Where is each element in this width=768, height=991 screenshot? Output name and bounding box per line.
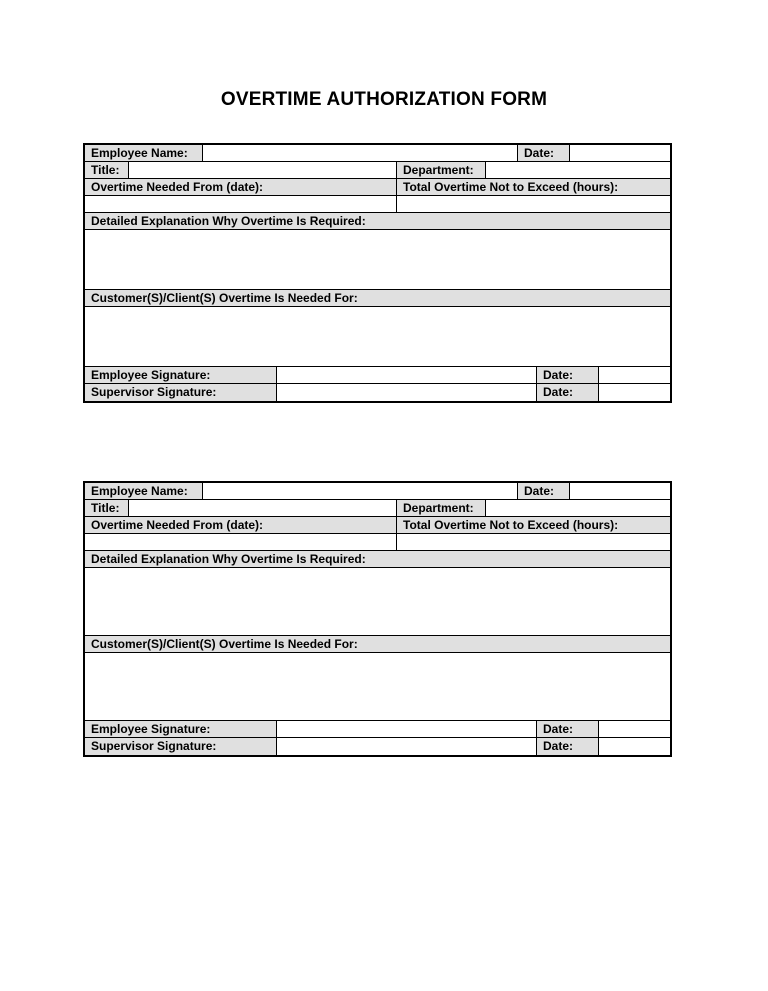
title-row	[85, 162, 670, 179]
supervisor-signature-date-field[interactable]	[599, 738, 670, 755]
supervisor-signature-date-field[interactable]	[599, 384, 670, 401]
customers-header-row	[85, 636, 670, 653]
department-label: Department:	[397, 162, 486, 178]
supervisor-signature-label: Supervisor Signature:	[85, 384, 277, 401]
overtime-header-row	[85, 517, 670, 534]
explanation-area[interactable]	[85, 568, 670, 636]
date-field[interactable]	[570, 145, 670, 161]
department-label: Department:	[397, 500, 486, 516]
employee-name-field[interactable]	[203, 145, 518, 161]
employee-signature-date-field[interactable]	[599, 721, 670, 737]
employee-signature-row	[85, 721, 670, 738]
overtime-header-row	[85, 179, 670, 196]
department-field[interactable]	[486, 500, 670, 516]
employee-signature-field[interactable]	[277, 721, 537, 737]
employee-name-label: Employee Name:	[85, 483, 203, 499]
title-label: Title:	[85, 500, 129, 516]
explanation-label: Detailed Explanation Why Overtime Is Required:	[85, 551, 670, 567]
explanation-area[interactable]	[85, 230, 670, 290]
title-field[interactable]	[129, 162, 397, 178]
employee-name-row	[85, 483, 670, 500]
employee-signature-label: Employee Signature:	[85, 721, 277, 737]
overtime-value-row	[85, 196, 670, 213]
overtime-form-1	[83, 143, 672, 403]
supervisor-signature-row	[85, 738, 670, 755]
customers-label: Customer(S)/Client(S) Overtime Is Needed For:	[85, 636, 670, 652]
overtime-value-row	[85, 534, 670, 551]
employee-signature-date-label: Date:	[537, 367, 599, 383]
date-label: Date:	[518, 145, 570, 161]
employee-signature-label: Employee Signature:	[85, 367, 277, 383]
supervisor-signature-field[interactable]	[277, 384, 537, 401]
customers-area[interactable]	[85, 653, 670, 721]
explanation-header-row	[85, 213, 670, 230]
explanation-header-row	[85, 551, 670, 568]
employee-name-row	[85, 145, 670, 162]
total-overtime-field[interactable]	[397, 196, 670, 212]
title-row	[85, 500, 670, 517]
employee-name-field[interactable]	[203, 483, 518, 499]
customers-label: Customer(S)/Client(S) Overtime Is Needed For:	[85, 290, 670, 306]
overtime-form-2	[83, 481, 672, 757]
overtime-from-label: Overtime Needed From (date):	[85, 179, 397, 195]
overtime-from-field[interactable]	[85, 196, 397, 212]
employee-signature-date-label: Date:	[537, 721, 599, 737]
page-title: OVERTIME AUTHORIZATION FORM	[220, 89, 548, 110]
total-overtime-label: Total Overtime Not to Exceed (hours):	[397, 179, 670, 195]
supervisor-signature-row	[85, 384, 670, 401]
customers-header-row	[85, 290, 670, 307]
overtime-from-label: Overtime Needed From (date):	[85, 517, 397, 533]
total-overtime-label: Total Overtime Not to Exceed (hours):	[397, 517, 670, 533]
title-field[interactable]	[129, 500, 397, 516]
supervisor-signature-date-label: Date:	[537, 738, 599, 755]
explanation-label: Detailed Explanation Why Overtime Is Required:	[85, 213, 670, 229]
overtime-from-field[interactable]	[85, 534, 397, 550]
date-label: Date:	[518, 483, 570, 499]
supervisor-signature-date-label: Date:	[537, 384, 599, 401]
supervisor-signature-label: Supervisor Signature:	[85, 738, 277, 755]
date-field[interactable]	[570, 483, 670, 499]
employee-signature-date-field[interactable]	[599, 367, 670, 383]
employee-name-label: Employee Name:	[85, 145, 203, 161]
department-field[interactable]	[486, 162, 670, 178]
employee-signature-row	[85, 367, 670, 384]
supervisor-signature-field[interactable]	[277, 738, 537, 755]
title-label: Title:	[85, 162, 129, 178]
total-overtime-field[interactable]	[397, 534, 670, 550]
employee-signature-field[interactable]	[277, 367, 537, 383]
customers-area[interactable]	[85, 307, 670, 367]
